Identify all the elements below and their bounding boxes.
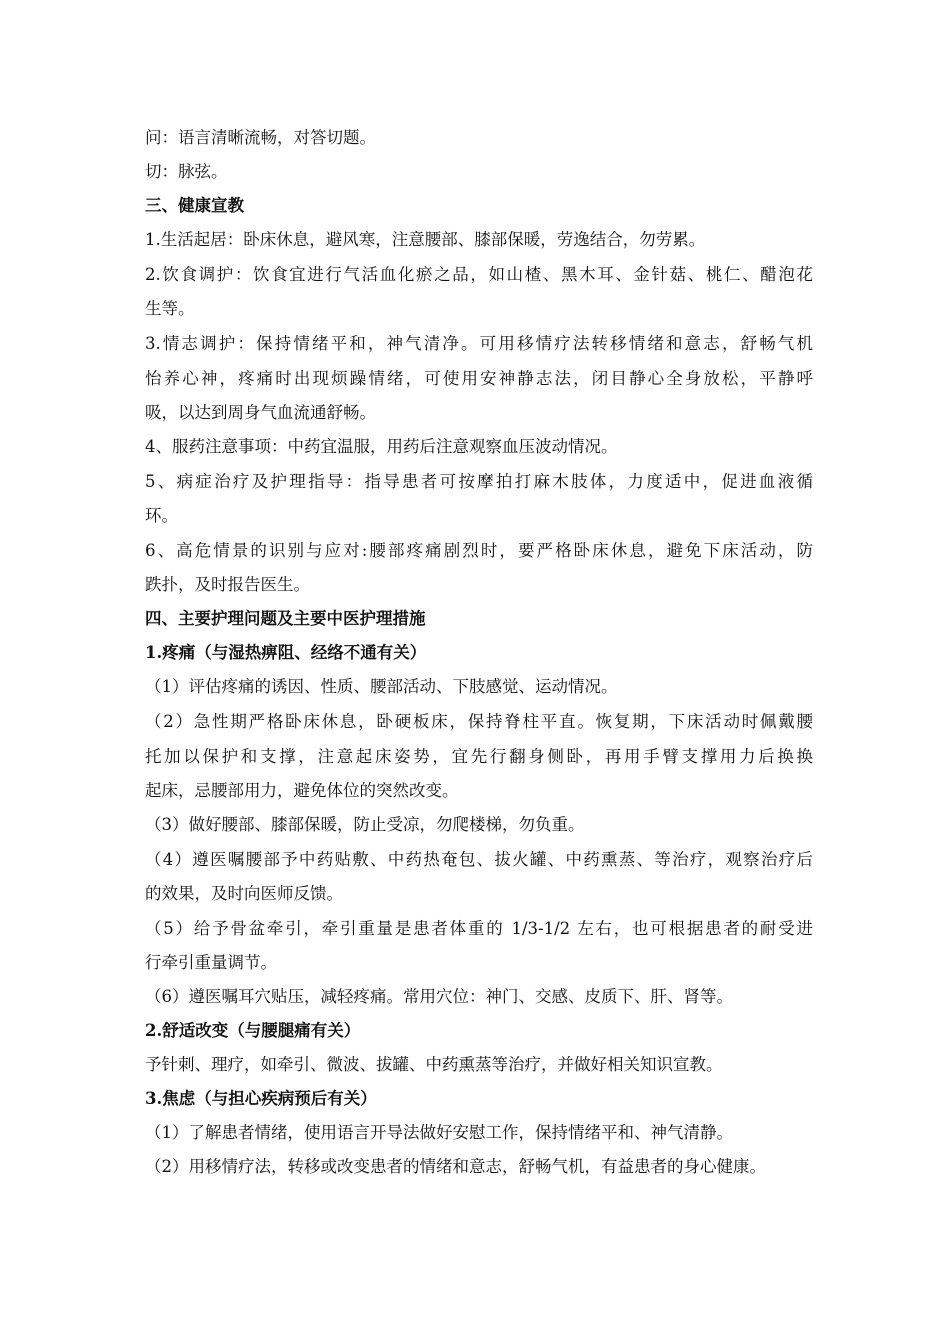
- section-heading: 1.疼痛（与湿热痹阻、经络不通有关）: [145, 643, 427, 662]
- text-line: （1）评估疼痛的诱因、性质、腰部活动、下肢感觉、运动情况。: [145, 677, 618, 696]
- section-heading: 2.舒适改变（与腰腿痛有关）: [145, 1021, 361, 1040]
- text-line: （4）遵医嘱腰部予中药贴敷、中药热奄包、拔火罐、中药熏蒸、等治疗，观察治疗后: [145, 850, 813, 869]
- text-line: 环。: [145, 506, 178, 525]
- text-line: 问：语言清晰流畅，对答切题。: [145, 128, 376, 147]
- text-line: 予针刺、理疗，如牵引、微波、拔罐、中药熏蒸等治疗，并做好相关知识宣教。: [145, 1055, 723, 1074]
- section-heading: 四、主要护理问题及主要中医护理措施: [145, 609, 426, 628]
- text-line: 跌扑，及时报告医生。: [145, 575, 310, 594]
- text-line: （2）用移情疗法，转移或改变患者的情绪和意志，舒畅气机，有益患者的身心健康。: [145, 1157, 766, 1176]
- text-line: 吸，以达到周身气血流通舒畅。: [145, 403, 376, 422]
- section-heading: 3.焦虑（与担心疾病预后有关）: [145, 1089, 377, 1108]
- text-line: 2.饮食调护：饮食宜进行气活血化瘀之品，如山楂、黑木耳、金针菇、桃仁、醋泡花: [145, 265, 813, 284]
- document-page: [145, 121, 813, 1184]
- text-line: 行牵引重量调节。: [145, 953, 277, 972]
- text-line: 切：脉弦。: [145, 162, 228, 181]
- text-line: （3）做好腰部、膝部保暖，防止受凉，勿爬楼梯，勿负重。: [145, 815, 585, 834]
- text-line: （6）遵医嘱耳穴贴压，减轻疼痛。常用穴位：神门、交感、皮质下、肝、肾等。: [145, 987, 733, 1006]
- section-heading: 三、健康宣教: [145, 196, 244, 215]
- text-line: 1.生活起居：卧床休息，避风寒，注意腰部、膝部保暖，劳逸结合，勿劳累。: [145, 230, 706, 249]
- text-line: （1）了解患者情绪，使用语言开导法做好安慰工作，保持情绪平和、神气清静。: [145, 1123, 733, 1142]
- text-line: 起床，忌腰部用力，避免体位的突然改变。: [145, 781, 459, 800]
- text-line: 3.情志调护：保持情绪平和，神气清净。可用移情疗法转移情绪和意志，舒畅气机: [145, 334, 813, 353]
- text-line: 托加以保护和支撑，注意起床姿势，宜先行翻身侧卧，再用手臂支撑用力后换换: [145, 747, 813, 766]
- text-line: （5）给予骨盆牵引，牵引重量是患者体重的 1/3-1/2 左右，也可根据患者的耐受进: [145, 919, 813, 938]
- text-line: （2）急性期严格卧床休息，卧硬板床，保持脊柱平直。恢复期，下床活动时佩戴腰: [145, 712, 813, 731]
- text-line: 4、服药注意事项：中药宜温服，用药后注意观察血压波动情况。: [145, 437, 618, 456]
- text-line: 5、病症治疗及护理指导：指导患者可按摩拍打麻木肢体，力度适中，促进血液循: [145, 472, 813, 491]
- text-line: 6、高危情景的识别与应对:腰部疼痛剧烈时，要严格卧床休息，避免下床活动，防: [145, 541, 813, 560]
- text-line: 怡养心神，疼痛时出现烦躁情绪，可使用安神静志法，闭目静心全身放松，平静呼: [145, 369, 813, 388]
- text-line: 生等。: [145, 299, 195, 318]
- text-line: 的效果，及时向医师反馈。: [145, 884, 343, 903]
